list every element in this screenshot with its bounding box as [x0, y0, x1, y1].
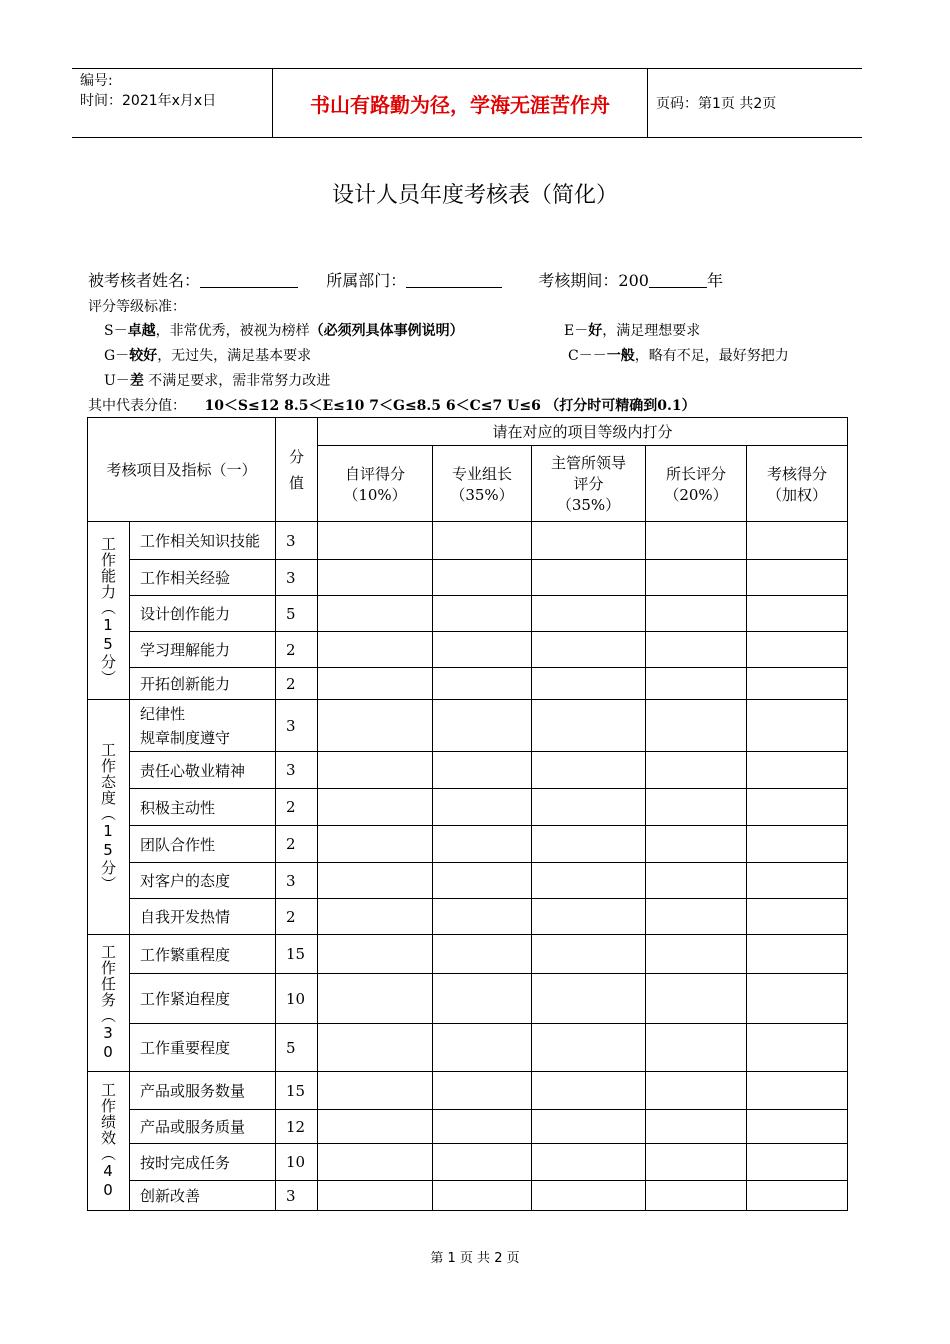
self-score-cell[interactable]	[318, 863, 433, 899]
item-name-line2: 规章制度遵守	[140, 728, 231, 747]
assessment-table	[87, 417, 848, 1211]
header-meta	[80, 71, 216, 111]
item-name: 积极主动性	[130, 789, 276, 826]
score-ranges	[88, 395, 696, 415]
grade-u-name: 差	[129, 373, 144, 389]
dir-score-cell[interactable]	[646, 974, 747, 1024]
grade-s	[104, 320, 464, 340]
final-score-cell[interactable]	[747, 752, 848, 789]
self-score-cell[interactable]	[318, 935, 433, 974]
lead-score-cell[interactable]	[433, 700, 532, 752]
grade-c	[568, 345, 789, 365]
lead-score-cell[interactable]	[433, 522, 532, 560]
dir-score-cell[interactable]	[646, 935, 747, 974]
grade-c-desc: ，略有不足，最好努把力	[634, 348, 789, 364]
dir-score-cell[interactable]	[646, 700, 747, 752]
item-score: 5	[276, 1024, 318, 1072]
grade-c-name: 一般	[606, 348, 635, 364]
final-score-cell[interactable]	[747, 935, 848, 974]
item-score: 3	[276, 560, 318, 596]
self-score-cell[interactable]	[318, 752, 433, 789]
mgr-score-cell[interactable]	[532, 974, 646, 1024]
final-score-cell[interactable]	[747, 1110, 848, 1144]
item-score: 2	[276, 632, 318, 668]
lead-score-cell[interactable]	[433, 974, 532, 1024]
self-score-cell[interactable]	[318, 632, 433, 668]
year-label: 年	[706, 271, 723, 290]
item-name: 自我开发热情	[130, 899, 276, 935]
item-name: 工作相关经验	[130, 560, 276, 596]
dir-score-cell[interactable]	[646, 826, 747, 863]
item-name: 开拓创新能力	[130, 668, 276, 700]
col-header-group: 请在对应的项目等级内打分	[318, 418, 848, 446]
col-mgr-weight: （35%）	[556, 496, 621, 514]
grade-s-note: （必须列具体事例说明）	[309, 323, 464, 339]
table-row	[88, 1024, 848, 1072]
lead-score-cell[interactable]	[433, 863, 532, 899]
item-score: 3	[276, 700, 318, 752]
final-score-cell[interactable]	[747, 899, 848, 935]
item-score: 10	[276, 1144, 318, 1181]
item-name: 工作紧迫程度	[130, 974, 276, 1024]
category-cell	[88, 935, 130, 1072]
mgr-score-cell[interactable]	[532, 1144, 646, 1181]
final-score-cell[interactable]	[747, 700, 848, 752]
mgr-score-cell[interactable]	[532, 789, 646, 826]
standard-heading: 评分等级标准：	[88, 299, 186, 315]
self-score-cell[interactable]	[318, 560, 433, 596]
item-name: 设计创作能力	[130, 596, 276, 632]
item-score: 3	[276, 752, 318, 789]
table-row	[88, 974, 848, 1024]
lead-score-cell[interactable]	[433, 596, 532, 632]
table-row	[88, 899, 848, 935]
lead-score-cell[interactable]	[433, 668, 532, 700]
item-score: 3	[276, 522, 318, 560]
dir-score-cell[interactable]	[646, 1144, 747, 1181]
item-score: 3	[276, 863, 318, 899]
self-score-cell[interactable]	[318, 700, 433, 752]
grade-e-prefix: E－	[564, 323, 589, 339]
header-page-info: 页码：第1页 共2页	[656, 96, 777, 112]
grade-g	[104, 345, 311, 365]
item-score: 2	[276, 789, 318, 826]
table-row	[88, 668, 848, 700]
item-name: 产品或服务质量	[130, 1110, 276, 1144]
item-score: 12	[276, 1110, 318, 1144]
self-score-cell[interactable]	[318, 1110, 433, 1144]
grade-c-prefix: C－－	[568, 348, 607, 364]
category-label: 工作能力（15分）	[99, 535, 117, 686]
item-name: 产品或服务数量	[130, 1072, 276, 1110]
table-row	[88, 1072, 848, 1110]
grade-e-desc: ，满足理想要求	[602, 323, 701, 339]
self-score-cell[interactable]	[318, 789, 433, 826]
lead-score-cell[interactable]	[433, 826, 532, 863]
lead-score-cell[interactable]	[433, 1024, 532, 1072]
final-score-cell[interactable]	[747, 596, 848, 632]
item-name-line1: 纪律性	[140, 704, 186, 723]
mgr-score-cell[interactable]	[532, 826, 646, 863]
col-final-weight: （加权）	[766, 485, 827, 504]
dir-score-cell[interactable]	[646, 632, 747, 668]
lead-score-cell[interactable]	[433, 935, 532, 974]
period-label: 考核期间：200	[538, 271, 649, 290]
category-label: 工作任务（30	[99, 944, 117, 1062]
col-header-score	[276, 418, 318, 522]
dir-score-cell[interactable]	[646, 560, 747, 596]
mgr-score-cell[interactable]	[532, 522, 646, 560]
dir-score-cell[interactable]	[646, 1024, 747, 1072]
self-score-cell[interactable]	[318, 668, 433, 700]
col-header-final	[747, 446, 848, 522]
item-score: 15	[276, 1072, 318, 1110]
self-score-cell[interactable]	[318, 974, 433, 1024]
col-self-weight: （10%）	[343, 485, 407, 504]
item-score: 2	[276, 899, 318, 935]
category-label: 工作态度（15分）	[99, 742, 117, 892]
header-motto: 书山有路勤为径，学海无涯苦作舟	[272, 69, 648, 137]
col-header-score-text: 分值	[288, 447, 304, 492]
col-final-label: 考核得分	[766, 464, 827, 483]
self-score-cell[interactable]	[318, 1024, 433, 1072]
dir-score-cell[interactable]	[646, 863, 747, 899]
item-score: 5	[276, 596, 318, 632]
mgr-score-cell[interactable]	[532, 596, 646, 632]
document-header	[72, 68, 862, 138]
final-score-cell[interactable]	[747, 1024, 848, 1072]
final-score-cell[interactable]	[747, 1181, 848, 1211]
mgr-score-cell[interactable]	[532, 899, 646, 935]
mgr-score-cell[interactable]	[532, 863, 646, 899]
grade-s-prefix: S－	[104, 323, 128, 339]
mgr-score-cell[interactable]	[532, 752, 646, 789]
table-row	[88, 632, 848, 668]
score-ranges-values: 10＜S≤12 8.5＜E≤10 7＜G≤8.5 6＜C≤7 U≤6	[204, 398, 541, 414]
dir-score-cell[interactable]	[646, 1110, 747, 1144]
mgr-score-cell[interactable]	[532, 935, 646, 974]
mgr-score-cell[interactable]	[532, 1024, 646, 1072]
col-lead-label: 专业组长	[451, 464, 512, 483]
table-row	[88, 700, 848, 752]
dir-score-cell[interactable]	[646, 1072, 747, 1110]
period-field[interactable]	[649, 271, 707, 288]
item-score: 2	[276, 826, 318, 863]
item-score: 10	[276, 974, 318, 1024]
lead-score-cell[interactable]	[433, 789, 532, 826]
info-line	[88, 268, 723, 291]
item-name: 责任心敬业精神	[130, 752, 276, 789]
score-ranges-label: 其中代表分值：	[88, 398, 186, 414]
col-header-mgr	[532, 446, 646, 522]
item-name: 学习理解能力	[130, 632, 276, 668]
final-score-cell[interactable]	[747, 668, 848, 700]
col-header-dir	[646, 446, 747, 522]
self-score-cell[interactable]	[318, 1072, 433, 1110]
self-score-cell[interactable]	[318, 1181, 433, 1211]
mgr-score-cell[interactable]	[532, 700, 646, 752]
item-name: 按时完成任务	[130, 1144, 276, 1181]
mgr-score-cell[interactable]	[532, 632, 646, 668]
table-row	[88, 1110, 848, 1144]
table-row	[88, 560, 848, 596]
grade-e	[564, 320, 700, 340]
item-name: 创新改善	[130, 1181, 276, 1211]
page-footer: 第 1 页 共 2 页	[430, 1251, 520, 1266]
final-score-cell[interactable]	[747, 522, 848, 560]
item-name: 团队合作性	[130, 826, 276, 863]
table-row	[88, 1181, 848, 1211]
dept-field[interactable]	[406, 271, 502, 288]
category-cell	[88, 522, 130, 700]
score-ranges-note: （打分时可精确到0.1）	[545, 398, 696, 414]
lead-score-cell[interactable]	[433, 560, 532, 596]
mgr-score-cell[interactable]	[532, 668, 646, 700]
col-lead-weight: （35%）	[450, 485, 514, 504]
mgr-score-cell[interactable]	[532, 1110, 646, 1144]
col-self-label: 自评得分	[344, 464, 405, 483]
final-score-cell[interactable]	[747, 826, 848, 863]
category-label: 工作绩效（40	[99, 1082, 117, 1200]
self-score-cell[interactable]	[318, 826, 433, 863]
item-name: 对客户的态度	[130, 863, 276, 899]
final-score-cell[interactable]	[747, 1072, 848, 1110]
item-name: 工作重要程度	[130, 1024, 276, 1072]
table-row	[88, 596, 848, 632]
grade-u	[104, 370, 330, 390]
grade-s-name: 卓越	[127, 323, 156, 339]
lead-score-cell[interactable]	[433, 632, 532, 668]
dir-score-cell[interactable]	[646, 1181, 747, 1211]
col-header-lead	[433, 446, 532, 522]
table-row	[88, 522, 848, 560]
final-score-cell[interactable]	[747, 560, 848, 596]
dir-score-cell[interactable]	[646, 752, 747, 789]
final-score-cell[interactable]	[747, 1144, 848, 1181]
table-row	[88, 789, 848, 826]
category-cell	[88, 1072, 130, 1211]
item-name: 工作相关知识技能	[130, 522, 276, 560]
item-score: 15	[276, 935, 318, 974]
mgr-score-cell[interactable]	[532, 1181, 646, 1211]
grade-g-name: 较好	[129, 348, 158, 364]
table-row	[88, 752, 848, 789]
grade-g-desc: ，无过失，满足基本要求	[157, 348, 312, 364]
table-row	[88, 826, 848, 863]
self-score-cell[interactable]	[318, 596, 433, 632]
dir-score-cell[interactable]	[646, 522, 747, 560]
lead-score-cell[interactable]	[433, 752, 532, 789]
item-name	[130, 700, 276, 752]
mgr-score-cell[interactable]	[532, 560, 646, 596]
item-score: 3	[276, 1181, 318, 1211]
lead-score-cell[interactable]	[433, 899, 532, 935]
self-score-cell[interactable]	[318, 522, 433, 560]
mgr-score-cell[interactable]	[532, 1072, 646, 1110]
page-title: 设计人员年度考核表（简化）	[331, 183, 618, 208]
col-dir-label: 所长评分	[665, 464, 726, 483]
final-score-cell[interactable]	[747, 789, 848, 826]
col-header-item	[88, 418, 276, 522]
lead-score-cell[interactable]	[433, 1072, 532, 1110]
table-row	[88, 935, 848, 974]
col-header-item-text: 考核项目及指标（一）	[106, 461, 257, 479]
lead-score-cell[interactable]	[433, 1144, 532, 1181]
dir-score-cell[interactable]	[646, 668, 747, 700]
table-row	[88, 1144, 848, 1181]
dir-score-cell[interactable]	[646, 789, 747, 826]
col-mgr-label2: 评分	[573, 475, 604, 493]
number-label: 编号:	[80, 73, 113, 89]
item-score: 2	[276, 668, 318, 700]
table-row	[88, 863, 848, 899]
grade-g-prefix: G－	[104, 348, 130, 364]
category-cell	[88, 700, 130, 935]
col-header-self	[318, 446, 433, 522]
self-score-cell[interactable]	[318, 899, 433, 935]
item-name: 工作繁重程度	[130, 935, 276, 974]
dir-score-cell[interactable]	[646, 899, 747, 935]
final-score-cell[interactable]	[747, 632, 848, 668]
final-score-cell[interactable]	[747, 974, 848, 1024]
col-mgr-label: 主管所领导	[550, 454, 626, 472]
time-label: 时间：2021年x月x日	[80, 93, 217, 109]
grade-u-desc: 不满足要求，需非常努力改进	[143, 373, 331, 389]
grade-e-name: 好	[588, 323, 603, 339]
name-field[interactable]	[200, 271, 298, 288]
self-score-cell[interactable]	[318, 1144, 433, 1181]
grade-u-prefix: U－	[104, 373, 130, 389]
col-dir-weight: （20%）	[664, 485, 728, 504]
dir-score-cell[interactable]	[646, 596, 747, 632]
grade-s-desc: ，非常优秀，被视为榜样	[155, 323, 310, 339]
lead-score-cell[interactable]	[433, 1181, 532, 1211]
name-label: 被考核者姓名：	[88, 271, 201, 290]
final-score-cell[interactable]	[747, 863, 848, 899]
lead-score-cell[interactable]	[433, 1110, 532, 1144]
dept-label: 所属部门：	[326, 271, 407, 290]
